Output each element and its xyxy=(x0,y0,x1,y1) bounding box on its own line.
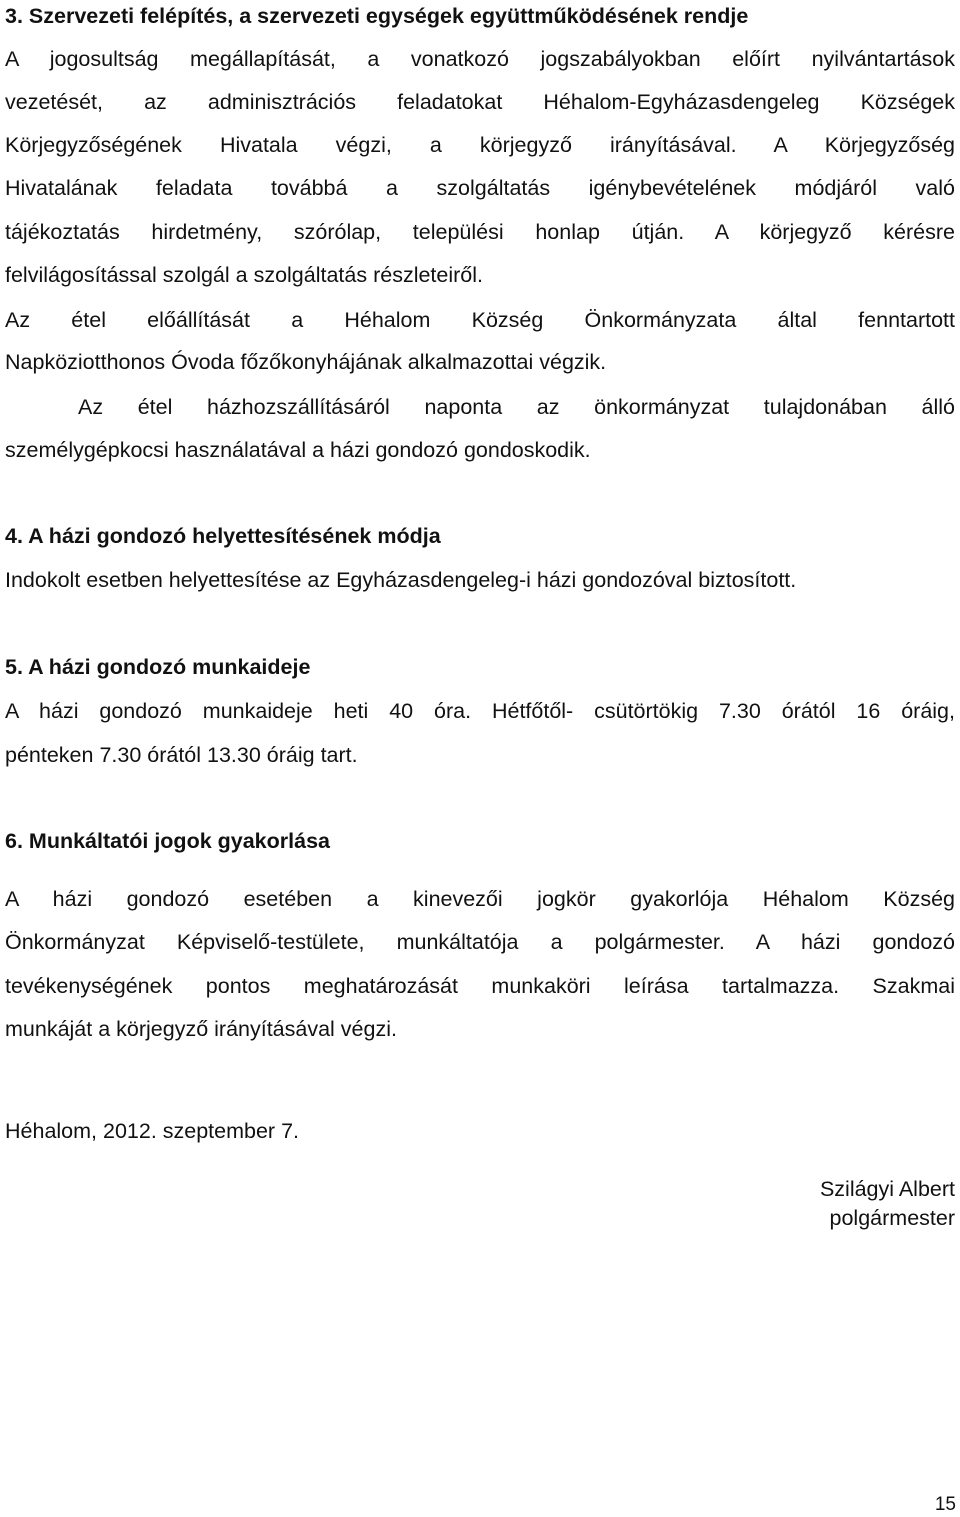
paragraph-line: vezetését, az adminisztrációs feladatokat Héhalom-Egyházasdengeleg Községek xyxy=(5,90,955,114)
paragraph-line: A házi gondozó esetében a kinevezői jogkör gyakorlója Héhalom Község xyxy=(5,887,955,911)
section-3-heading: 3. Szervezeti felépítés, a szervezeti egységek együttműködésének rendje xyxy=(5,4,749,28)
paragraph-line: tevékenységének pontos meghatározását munkaköri leírása tartalmazza. Szakmai xyxy=(5,974,955,998)
paragraph-line: Önkormányzat Képviselő-testülete, munkáltatója a polgármester. A házi gondozó xyxy=(5,930,955,954)
paragraph-line: felvilágosítással szolgál a szolgáltatás részleteiről. xyxy=(5,263,484,287)
paragraph-line: pénteken 7.30 órától 13.30 óráig tart. xyxy=(5,743,358,767)
paragraph-line: tájékoztatás hirdetmény, szórólap, települési honlap útján. A körjegyző kérésre xyxy=(5,220,955,244)
paragraph-line: Napköziotthonos Óvoda főzőkonyhájának alkalmazottai végzik. xyxy=(5,350,607,374)
paragraph-line-indented: Az étel házhozszállításáról naponta az önkormányzat tulajdonában álló xyxy=(78,395,955,419)
paragraph-line: személygépkocsi használatával a házi gondozó gondoskodik. xyxy=(5,438,591,462)
paragraph-line: Körjegyzőségének Hivatala végzi, a körjegyző irányításával. A Körjegyzőség xyxy=(5,133,955,157)
paragraph-line: A jogosultság megállapítását, a vonatkozó jogszabályokban előírt nyilvántartások xyxy=(5,47,955,71)
signer-title: polgármester xyxy=(829,1206,955,1230)
paragraph-line: Az étel előállítását a Héhalom Község Önkormányzata által fenntartott xyxy=(5,308,955,332)
paragraph-line: A házi gondozó munkaideje heti 40 óra. Hétfőtől- csütörtökig 7.30 órától 16 óráig, xyxy=(5,699,955,723)
paragraph-line: Hivatalának feladata továbbá a szolgáltatás igénybevételének módjáról való xyxy=(5,176,955,200)
paragraph-line: munkáját a körjegyző irányításával végzi. xyxy=(5,1017,397,1041)
section-6-heading: 6. Munkáltatói jogok gyakorlása xyxy=(5,829,330,853)
signer-name: Szilágyi Albert xyxy=(819,1177,955,1201)
section-4-heading: 4. A házi gondozó helyettesítésének módja xyxy=(5,524,441,548)
section-5-heading: 5. A házi gondozó munkaideje xyxy=(5,655,311,679)
place-date: Héhalom, 2012. szeptember 7. xyxy=(5,1119,299,1143)
page-number: 15 xyxy=(934,1494,956,1515)
paragraph-line: Indokolt esetben helyettesítése az Egyházasdengeleg-i házi gondozóval biztosított. xyxy=(5,568,797,592)
